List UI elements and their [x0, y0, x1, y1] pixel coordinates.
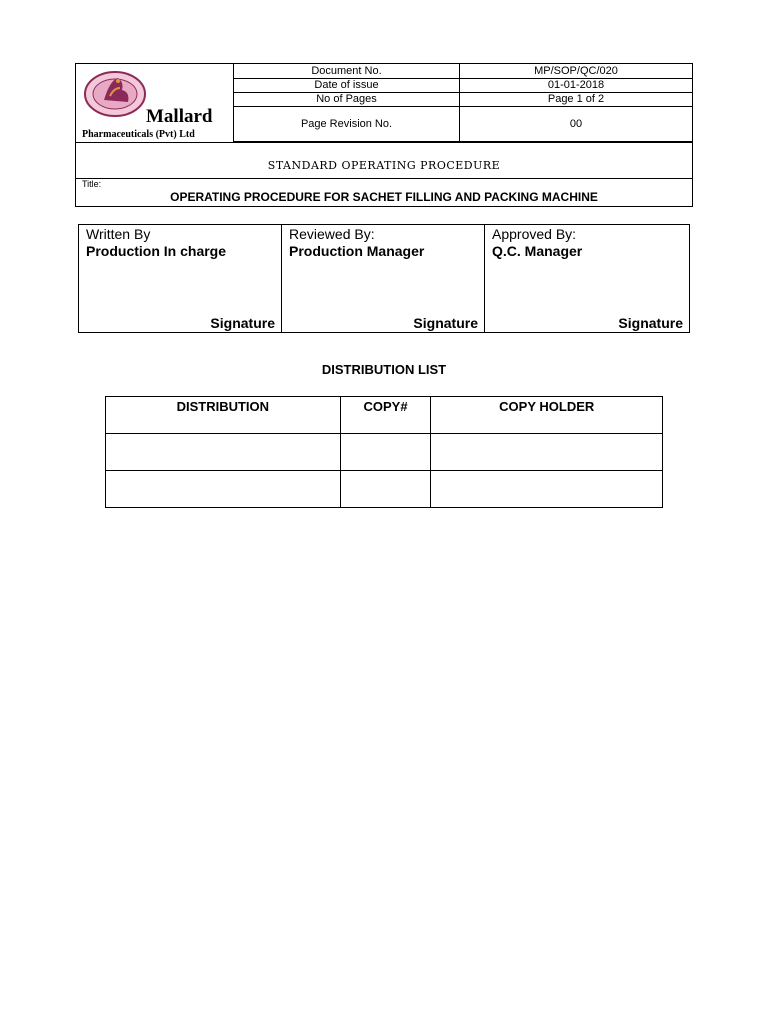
meta-value: Page 1 of 2 [460, 92, 693, 106]
signature-role: Q.C. Manager [492, 243, 583, 259]
meta-value: MP/SOP/QC/020 [460, 64, 693, 78]
company-name: Mallard [146, 106, 213, 127]
signature-label: Reviewed By: [289, 226, 375, 242]
distribution-table [105, 396, 663, 508]
meta-label: No of Pages [234, 92, 460, 106]
company-logo [80, 66, 150, 122]
signature-box-reviewed [281, 224, 485, 333]
signature-label: Approved By: [492, 226, 577, 242]
table-cell[interactable] [340, 471, 431, 508]
table-cell[interactable] [431, 434, 663, 471]
logo-cell [76, 64, 234, 142]
meta-value: 01-01-2018 [460, 78, 693, 92]
signature-box-written [78, 224, 282, 333]
signature-role: Production In charge [86, 243, 227, 259]
document-title: OPERATING PROCEDURE FOR SACHET FILLING AND PACKING MACHINE [170, 190, 598, 204]
signature-role: Production Manager [289, 243, 425, 259]
signature-line: Signature [413, 315, 478, 331]
table-cell[interactable] [340, 434, 431, 471]
meta-label: Date of issue [234, 78, 460, 92]
column-header: COPY# [340, 397, 431, 434]
signature-label: Written By [86, 226, 151, 242]
table-cell[interactable] [431, 471, 663, 508]
signature-line: Signature [210, 315, 275, 331]
column-header: COPY HOLDER [431, 397, 663, 434]
meta-label: Document No. [234, 64, 460, 78]
table-header-row [106, 397, 663, 434]
sop-heading: STANDARD OPERATING PROCEDURE [76, 142, 692, 179]
title-label: Title: [82, 179, 102, 189]
table-cell[interactable] [106, 434, 341, 471]
signature-box-approved [484, 224, 690, 333]
meta-value: 00 [460, 106, 693, 141]
table-row [106, 471, 663, 508]
document-meta-table [234, 64, 692, 142]
company-subtitle: Pharmaceuticals (Pvt) Ltd [82, 129, 195, 140]
table-cell[interactable] [106, 471, 341, 508]
meta-label: Page Revision No. [234, 106, 460, 141]
column-header: DISTRIBUTION [106, 397, 341, 434]
table-row [106, 434, 663, 471]
distribution-list-title: DISTRIBUTION LIST [321, 362, 447, 377]
signature-line: Signature [618, 315, 683, 331]
document-header [75, 63, 693, 207]
